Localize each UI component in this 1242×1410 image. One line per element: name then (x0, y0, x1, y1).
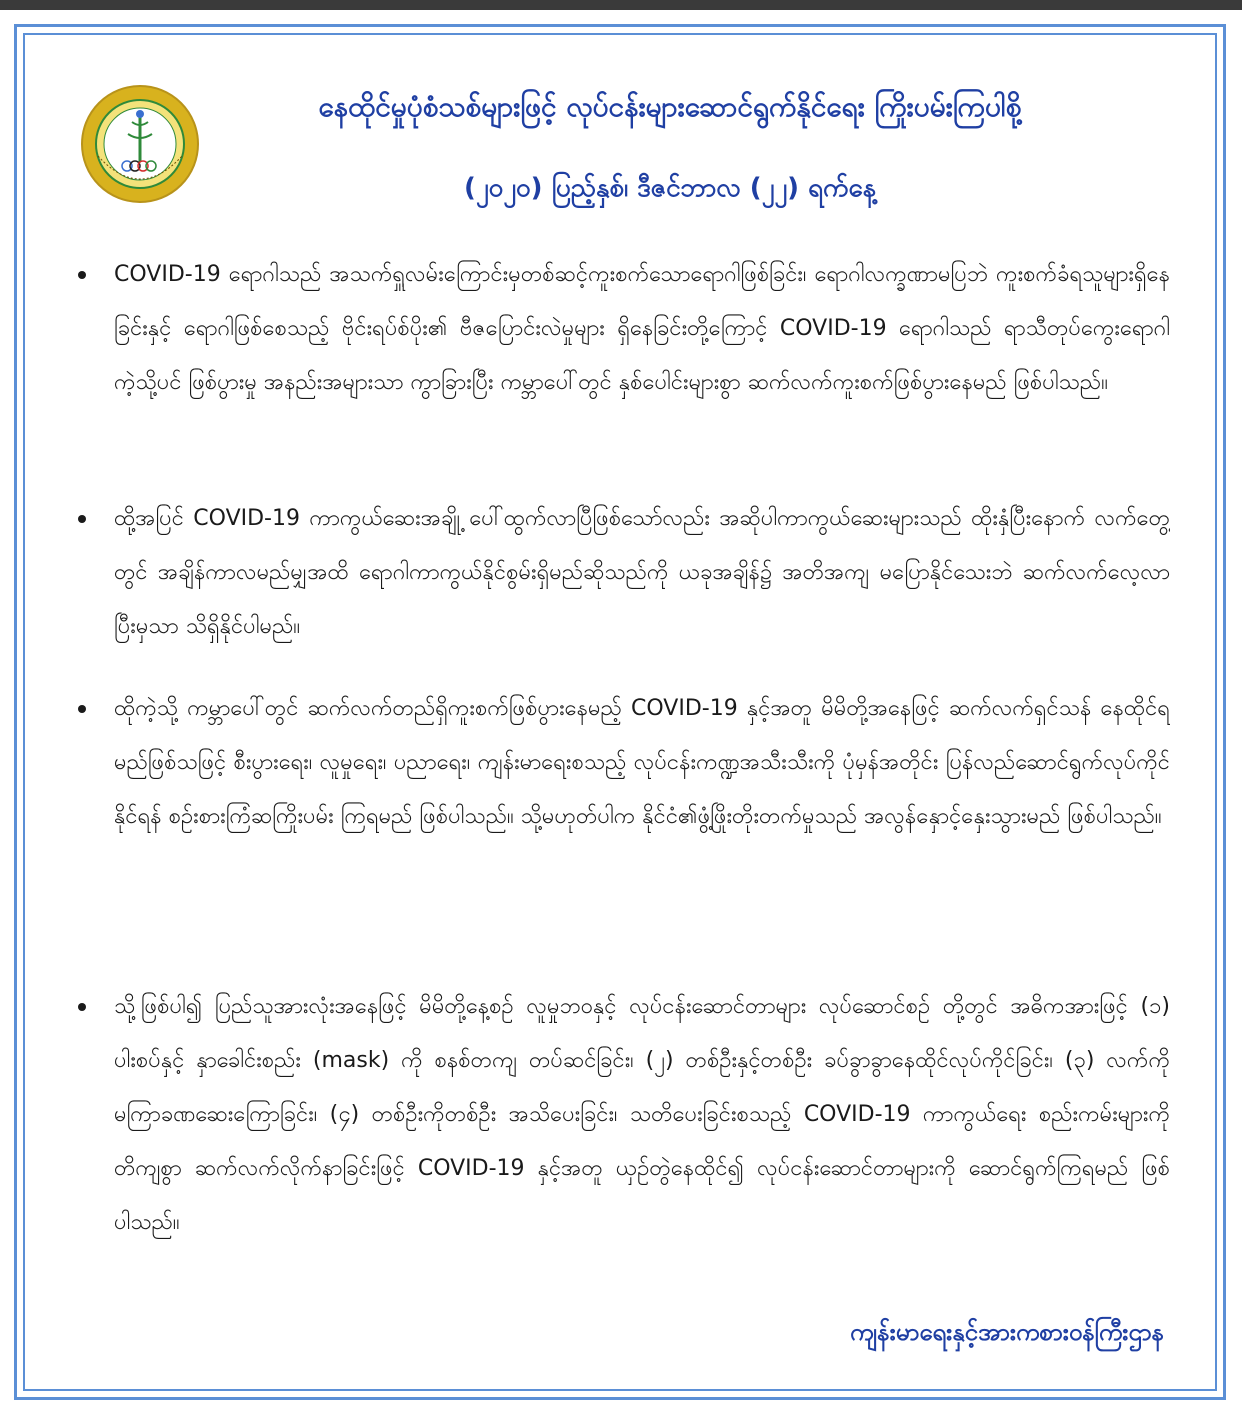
bullet-icon (78, 271, 86, 279)
bullet-text: COVID-19 ရောဂါသည် အသက်ရှူလမ်းကြောင်းမှတစ်ဆင့်ကူးစက်သောရောဂါဖြစ်ခြင်း၊ ရောဂါလက္ခဏာမပြဘဲ ကူးစက်ခံရသူများရှိနေခြင်းနှင့် ရောဂါဖြစ်စေသည့် ဗိုင်းရပ်စ်ပိုး၏ ဗီဇပြောင်းလဲမှုများ ရှိနေခြင်းတို့ကြောင့် COVID-19 ရောဂါသည် ရာသီတုပ်ကွေးရောဂါကဲ့သို့ပင် ဖြစ်ပွားမှု အနည်းအများသာ ကွာခြားပြီး ကမ္ဘာပေါ်တွင် နှစ်ပေါင်းများစွာ ဆက်လက်ကူးစက်ဖြစ်ပွားနေမည် ဖြစ်ပါသည်။ (114, 262, 1170, 395)
list-item (70, 682, 1170, 952)
bullet-text: ထို့အပြင် COVID-19 ကာကွယ်ဆေးအချို့ ပေါ်ထွက်လာပြီဖြစ်သော်လည်း အဆိုပါကာကွယ်ဆေးများသည် ထိုးနှံပြီးနောက် လက်တွေ့တွင် အချိန်ကာလမည်မျှအထိ ရောဂါကာကွယ်နိုင်စွမ်းရှိမည်ဆိုသည်ကို ယခုအချိန်၌ အတိအကျ မပြောနိုင်သေးဘဲ ဆက်လက်လေ့လာပြီးမှသာ သိရှိနိုင်ပါမည်။ (114, 506, 1170, 639)
bullet-list (70, 248, 1170, 1304)
ministry-signature: ကျန်းမာရေးနှင့်အားကစားဝန်ကြီးဌာန (849, 1318, 1164, 1346)
list-item (70, 492, 1170, 654)
bullet-text: သို့ဖြစ်ပါ၍ ပြည်သူအားလုံးအနေဖြင့် မိမိတို့နေ့စဉ် လူမှုဘဝနှင့် လုပ်ငန်းဆောင်တာများ လုပ်ဆောင်စဉ် တို့တွင် အဓိကအားဖြင့် (၁) ပါးစပ်နှင့် နှာခေါင်းစည်း (mask) ကို စနစ်တကျ တပ်ဆင်ခြင်း၊ (၂) တစ်ဦးနှင့်တစ်ဦး ခပ်ခွာခွာနေထိုင်လုပ်ကိုင်ခြင်း၊ (၃) လက်ကို မကြာခဏဆေးကြောခြင်း၊ (၄) တစ်ဦးကိုတစ်ဦး အသိပေးခြင်း၊ သတိပေးခြင်းစသည့် COVID-19 ကာကွယ်ရေး စည်းကမ်းများကို တိကျစွာ ဆက်လက်လိုက်နာခြင်းဖြင့် COVID-19 နှင့်အတူ ယှဉ်တွဲနေထိုင်၍ လုပ်ငန်းဆောင်တာများကို ဆောင်ရွက်ကြရမည် ဖြစ်ပါသည်။ (114, 994, 1170, 1235)
bullet-icon (78, 705, 86, 713)
top-status-bar (0, 0, 1242, 10)
bullet-icon (78, 515, 86, 523)
announcement-date: (၂၀၂၀) ပြည့်နှစ်၊ ဒီဇင်ဘာလ (၂၂) ရက်နေ့ (463, 173, 877, 203)
ministry-seal-icon (80, 84, 200, 204)
list-item (70, 980, 1170, 1304)
bullet-icon (78, 1003, 86, 1011)
list-item (70, 248, 1170, 464)
bullet-text: ထိုကဲ့သို့ ကမ္ဘာပေါ်တွင် ဆက်လက်တည်ရှိကူးစက်ဖြစ်ပွားနေမည့် COVID-19 နှင့်အတူ မိမိတို့အနေဖြင့် ဆက်လက်ရှင်သန် နေထိုင်ရမည်ဖြစ်သဖြင့် စီးပွားရေး၊ လူမှုရေး၊ ပညာရေး၊ ကျန်းမာရေးစသည့် လုပ်ငန်းကဏ္ဍအသီးသီးကို ပုံမှန်အတိုင်း ပြန်လည်ဆောင်ရွက်လုပ်ကိုင်နိုင်ရန် စဉ်းစားကြံဆကြိုးပမ်း ကြရမည် ဖြစ်ပါသည်။ သို့မဟုတ်ပါက နိုင်ငံ၏ဖွံ့ဖြိုးတိုးတက်မှုသည် အလွန်နှောင့်နှေးသွားမည် ဖြစ်ပါသည်။ (114, 696, 1170, 829)
page-title: နေထိုင်မှုပုံစံသစ်များဖြင့် လုပ်ငန်းများဆောင်ရွက်နိုင်ရေး ကြိုးပမ်းကြပါစို့ (318, 90, 1022, 123)
